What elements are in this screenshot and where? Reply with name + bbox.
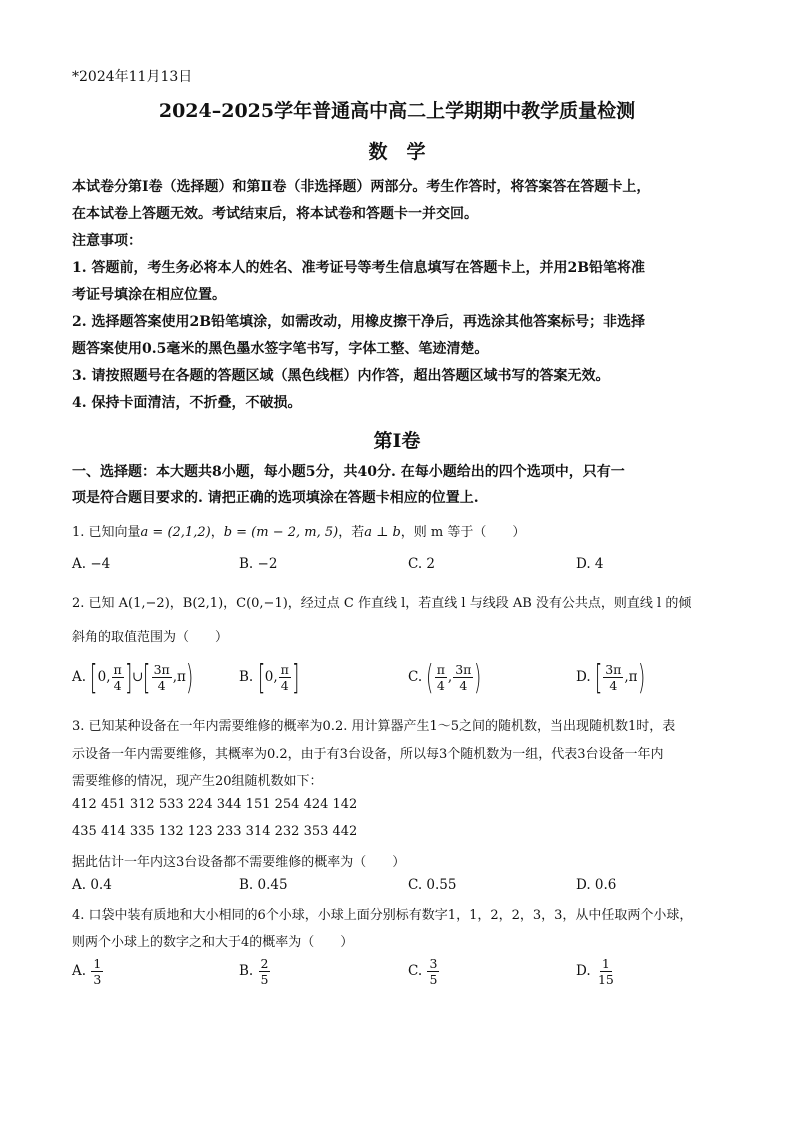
q4-option-a[interactable]: [72, 952, 104, 990]
q2-a-pi: π: [177, 669, 186, 685]
q1-option-d[interactable]: D. 4: [576, 556, 604, 572]
q2-c-frac-1: [435, 662, 447, 693]
q4-option-a-label: A.: [72, 963, 87, 979]
question-3-line-1: 3. 已知某种设备在一年内需要维修的概率为0.2. 用计算器产生1～5之间的随机数，当出现随机数1时，表: [72, 719, 676, 734]
q4-b-num: 2: [260, 956, 269, 971]
section-line-2: 项是符合题目要求的. 请把正确的选项填涂在答题卡相应的位置上.: [72, 490, 479, 506]
q4-d-den: 15: [597, 972, 614, 987]
notice-item-3: 3. 请按照题号在各题的答题区域（黑色线框）内作答，超出答题区域书写的答案无效。: [72, 368, 610, 384]
notice-item-2-line-2: 题答案使用0.5毫米的黑色墨水签字笔书写，字体工整、笔迹清楚。: [72, 341, 489, 357]
notice-item-1-line-1: 1. 答题前，考生务必将本人的姓名、准考证号等考生信息填写在答题卡上，并用2B铅笔将准: [72, 260, 646, 276]
q2-a-frac-1-den: 4: [113, 678, 122, 693]
q2-c-frac-1-num: π: [436, 662, 445, 677]
q4-c-den: 5: [429, 972, 438, 987]
q4-option-b[interactable]: [239, 952, 271, 990]
date-line: *2024年11月13日: [72, 69, 193, 85]
question-1-options: [72, 556, 772, 578]
exam-title: 2024–2025学年普通高中高二上学期期中教学质量检测: [158, 100, 636, 122]
q1-vector-a: a = (2,1,2): [140, 525, 211, 540]
q3-option-d[interactable]: D. 0.6: [576, 877, 617, 893]
random-numbers-row-1: 412 451 312 533 224 344 151 254 424 142: [72, 797, 358, 812]
q4-option-d-label: D.: [576, 963, 591, 979]
q2-option-d-label: D.: [576, 669, 591, 685]
q2-a-frac-2-den: 4: [157, 678, 166, 693]
q4-option-c-label: C.: [408, 963, 423, 979]
q1-option-a[interactable]: A. −4: [72, 556, 111, 572]
notice-item-2-line-1: 2. 选择题答案使用2B铅笔填涂，如需改动，用橡皮擦干净后，再选涂其他答案标号；非选择: [72, 314, 646, 330]
part-title: 第Ⅰ卷: [373, 430, 421, 452]
q2-c-frac-2-num: 3π: [455, 662, 472, 677]
q4-b-fraction: [259, 956, 271, 987]
question-1-stem: 1. 已知向量a = (2,1,2)，b = (m − 2, m, 5)，若a ⊥ b，则 m 等于（ ）: [72, 525, 526, 540]
q2-a-frac-2-num: 3π: [153, 662, 170, 677]
q4-c-fraction: [427, 956, 439, 987]
q2-a-frac-2: [152, 662, 172, 693]
q2-option-a[interactable]: A. [0, $\frac{\pi}{4}$ ]∪[ $\frac{3\pi}{4}$ ,π): [72, 657, 194, 698]
q4-b-den: 5: [260, 972, 269, 987]
question-2-options: [72, 658, 772, 698]
q2-b-frac: [279, 662, 291, 693]
random-numbers-row-2: 435 414 335 132 123 233 314 232 353 442: [72, 824, 358, 839]
q1-vector-b: b = (m − 2, m, 5): [223, 525, 339, 540]
q1-option-c[interactable]: C. 2: [408, 556, 436, 572]
q3-option-c[interactable]: C. 0.55: [408, 877, 457, 893]
question-3-line-3: 需要维修的情况，现产生20组随机数如下：: [72, 774, 323, 789]
q4-a-fraction: [91, 956, 103, 987]
q1-suffix: ，则 m 等于（ ）: [400, 525, 526, 540]
question-3-options: [72, 877, 772, 899]
q1-cond-prefix: ，若: [338, 525, 365, 540]
q2-a-frac-1-num: π: [113, 662, 122, 677]
q4-c-num: 3: [429, 956, 438, 971]
question-3-line-2: 示设备一年内需要维修，其概率为0.2，由于有3台设备，所以每3个随机数为一组，代表3台设备一年内: [72, 747, 664, 762]
q2-a-union: ∪: [131, 669, 144, 685]
q2-option-b-label: B.: [239, 669, 254, 685]
q4-a-num: 1: [93, 956, 102, 971]
q2-a-frac-1: [112, 662, 124, 693]
q1-perp-condition: a ⊥ b: [364, 525, 401, 540]
q2-c-frac-1-den: 4: [436, 678, 445, 693]
q4-option-d[interactable]: [576, 952, 617, 990]
q2-d-frac: [603, 662, 623, 693]
q4-d-num: 1: [601, 956, 610, 971]
subject-title: 数 学: [368, 141, 426, 163]
q2-a-zero: 0: [97, 669, 107, 685]
notice-title: 注意事项：: [72, 233, 142, 249]
q2-b-frac-num: π: [280, 662, 289, 677]
question-4-line-1: 4. 口袋中装有质地和大小相同的6个小球，小球上面分别标有数字1，1，2，2，3，3，从中任取两个小球，: [72, 908, 693, 923]
q2-option-b[interactable]: B. [0, $\frac{\pi}{4}$ ]: [239, 657, 300, 698]
q4-option-b-label: B.: [239, 963, 254, 979]
q2-option-a-label: A.: [72, 669, 87, 685]
q1-option-b[interactable]: B. −2: [239, 556, 278, 572]
intro-line-2: 在本试卷上答题无效。考试结束后，将本试卷和答题卡一并交回。: [72, 206, 478, 222]
notice-item-4: 4. 保持卡面清洁，不折叠，不破损。: [72, 395, 302, 411]
q2-b-zero: 0: [264, 669, 274, 685]
q2-d-frac-den: 4: [609, 678, 618, 693]
question-4-options: [72, 952, 772, 992]
q2-d-frac-num: 3π: [605, 662, 622, 677]
q4-option-c[interactable]: [408, 952, 440, 990]
q1-prefix: 1. 已知向量: [72, 525, 141, 540]
q4-a-den: 3: [93, 972, 102, 987]
q2-c-frac-2: [453, 662, 473, 693]
q2-b-frac-den: 4: [280, 678, 289, 693]
question-3-prompt: 据此估计一年内这3台设备都不需要维修的概率为（ ）: [72, 855, 406, 870]
q3-option-a[interactable]: A. 0.4: [72, 877, 112, 893]
q4-d-fraction: [596, 956, 616, 987]
q2-d-pi: π: [628, 669, 638, 685]
question-2-line-2: 斜角的取值范围为（ ）: [72, 630, 229, 645]
question-2-line-1: 2. 已知 A(1,−2)，B(2,1)，C(0,−1)，经过点 C 作直线 l，若直线 l 与线段 AB 没有公共点，则直线 l 的倾: [72, 596, 692, 611]
question-4-line-2: 则两个小球上的数字之和大于4的概率为（ ）: [72, 935, 354, 950]
q2-option-d[interactable]: D. [ $\frac{3\pi}{4}$ ,π): [576, 657, 645, 698]
q2-option-c-label: C.: [408, 669, 423, 685]
q3-option-b[interactable]: B. 0.45: [239, 877, 288, 893]
intro-line-1: 本试卷分第Ⅰ卷（选择题）和第Ⅱ卷（非选择题）两部分。考生作答时，将答案答在答题卡上，: [72, 179, 651, 195]
section-line-1: 一、选择题：本大题共8小题，每小题5分，共40分. 在每小题给出的四个选项中，只有一: [72, 464, 625, 480]
q2-option-c[interactable]: C. ( $\frac{\pi}{4}$ , $\frac{3\pi}{4}$ ): [408, 657, 482, 698]
notice-item-1-line-2: 考证号填涂在相应位置。: [72, 287, 226, 303]
q2-c-frac-2-den: 4: [459, 678, 468, 693]
